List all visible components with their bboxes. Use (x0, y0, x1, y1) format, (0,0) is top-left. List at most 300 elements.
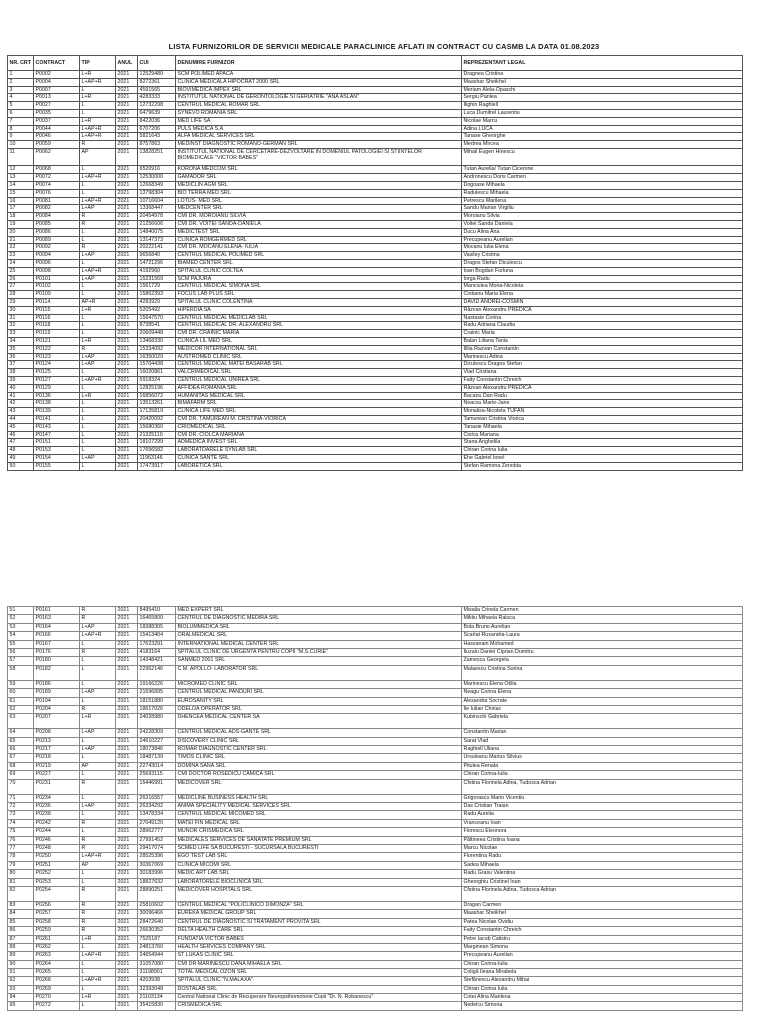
cell-nr: 76 (8, 836, 34, 844)
cell-reprezentant: Ducu Alina Ana (462, 228, 743, 236)
cell-cui: 15862393 (138, 291, 176, 299)
cell-anul: 2021 (116, 680, 138, 688)
cell-reprezentant: Dragnea Cristina (462, 71, 743, 79)
cell-cui: 24813760 (138, 943, 176, 951)
cell-contract: P0002 (34, 71, 80, 79)
cell-contract: P0194 (34, 697, 80, 705)
cell-cui: 14348421 (138, 657, 176, 665)
cell-nr: 66 (8, 746, 34, 754)
cell-nr: 34 (8, 338, 34, 346)
table-row (8, 977, 743, 985)
cell-tip: L (80, 462, 116, 470)
cell-contract: P0236 (34, 803, 80, 811)
cell-cui: 28890251 (138, 886, 176, 901)
cell-anul: 2021 (116, 447, 138, 455)
cell-tip: L (80, 384, 116, 392)
cell-contract: P0102 (34, 283, 80, 291)
cell-reprezentant: Tanase Gheorghe (462, 133, 743, 141)
cell-cui: 4183164 (138, 648, 176, 656)
cell-cui: 24228309 (138, 729, 176, 737)
cell-nr: 75 (8, 828, 34, 836)
cell-tip: L (80, 228, 116, 236)
cell-denumire: GAMADOR SRL (176, 174, 462, 182)
table-row (8, 174, 743, 182)
cell-anul: 2021 (116, 985, 138, 993)
cell-tip: L (80, 680, 116, 688)
cell-reprezentant: Dragan Carmen (462, 901, 743, 909)
table-row (8, 314, 743, 322)
table-row (8, 102, 743, 110)
table-row (8, 109, 743, 117)
cell-reprezentant: Răzvan Alexandru PREDICA (462, 384, 743, 392)
cell-nr: 64 (8, 729, 34, 737)
cell-nr: 56 (8, 648, 34, 656)
cell-contract: P0151 (34, 439, 80, 447)
table-row (8, 205, 743, 213)
cell-cui: 22962146 (138, 665, 176, 680)
cell-cui: 26316557 (138, 794, 176, 802)
cell-contract: P0076 (34, 189, 80, 197)
cell-cui: 18388305 (138, 623, 176, 631)
cell-cui: 28962777 (138, 828, 176, 836)
cell-contract: P0167 (34, 640, 80, 648)
cell-denumire: MICROMED CLINIC SRL (176, 680, 462, 688)
cell-tip: R (80, 345, 116, 353)
cell-contract: P0007 (34, 86, 80, 94)
cell-anul: 2021 (116, 943, 138, 951)
cell-reprezentant: Ililia Razvan Constantin (462, 345, 743, 353)
cell-denumire: EUREKA MEDICAL GROUP SRL (176, 910, 462, 918)
cell-contract: P0218 (34, 754, 80, 762)
cell-nr: 54 (8, 632, 34, 640)
cell-tip: L (80, 86, 116, 94)
cell-cui: 29417074 (138, 844, 176, 852)
table-row (8, 985, 743, 993)
cell-nr: 77 (8, 844, 34, 852)
cell-tip: L (80, 415, 116, 423)
cell-reprezentant: Dragos Stefan Diculescu (462, 260, 743, 268)
cell-denumire: CENTRUL MEDICAL UNIREA SRL (176, 376, 462, 384)
cell-tip: L+R (80, 117, 116, 125)
cell-anul: 2021 (116, 886, 138, 901)
cell-denumire: HIPERDIA SA (176, 306, 462, 314)
table-row (8, 910, 743, 918)
cell-contract: P0081 (34, 197, 80, 205)
cell-tip: L (80, 960, 116, 968)
table-row (8, 819, 743, 827)
cell-nr: 7 (8, 117, 34, 125)
cell-tip: L (80, 322, 116, 330)
cell-contract: P0213 (34, 737, 80, 745)
cell-tip: R (80, 886, 116, 901)
cell-contract: P0074 (34, 182, 80, 190)
cell-denumire: CLINICA MICOMI SRL (176, 861, 462, 869)
cell-anul: 2021 (116, 431, 138, 439)
cell-anul: 2021 (116, 729, 138, 737)
cell-anul: 2021 (116, 828, 138, 836)
cell-tip: L+AP+R (80, 853, 116, 861)
cell-cui: 21256606 (138, 221, 176, 229)
table-row (8, 615, 743, 623)
cell-anul: 2021 (116, 454, 138, 462)
table-row (8, 462, 743, 470)
cell-tip: R (80, 819, 116, 827)
cell-reprezentant: Petrescu Marilena (462, 197, 743, 205)
cell-tip: R (80, 779, 116, 794)
table-row (8, 762, 743, 770)
cell-cui: 30367069 (138, 861, 176, 869)
cell-nr: 92 (8, 977, 34, 985)
cell-tip: L (80, 102, 116, 110)
cell-tip: L+AP (80, 803, 116, 811)
cell-nr: 70 (8, 779, 34, 794)
cell-reprezentant: Iorga Radu (462, 275, 743, 283)
table-row (8, 322, 743, 330)
cell-contract: P0263 (34, 952, 80, 960)
cell-denumire: ROMAR DIAGNOSTIC CENTER SRL (176, 746, 462, 754)
cell-anul: 2021 (116, 369, 138, 377)
cell-cui: 31057080 (138, 960, 176, 968)
cell-nr: 52 (8, 615, 34, 623)
cell-cui: 20420092 (138, 415, 176, 423)
cell-nr: 21 (8, 236, 34, 244)
cell-contract: P0035 (34, 109, 80, 117)
cell-nr: 86 (8, 927, 34, 935)
cell-denumire: CENTRUL MEDICAL MATEI BASARAB SRL (176, 361, 462, 369)
table-row (8, 737, 743, 745)
cell-cui: 5821643 (138, 133, 176, 141)
cell-denumire: ANIMA SPECIALITY MEDICAL SERVICES SRL (176, 803, 462, 811)
table-row (8, 811, 743, 819)
cell-contract: P0231 (34, 779, 80, 794)
table-row (8, 918, 743, 926)
cell-tip: L+R (80, 714, 116, 729)
table-row (8, 400, 743, 408)
cell-denumire: C.M. APOLLO- LABORATOR SRL (176, 665, 462, 680)
cell-tip: L (80, 794, 116, 802)
cell-denumire: MEDICOVER SRL (176, 779, 462, 794)
cell-cui: 30183996 (138, 870, 176, 878)
cell-nr: 6 (8, 109, 34, 117)
cell-denumire: CENTRUL DE DIAGNOSTIC SI TRATAMENT PROVITA SRL (176, 918, 462, 926)
cell-contract: P0143 (34, 423, 80, 431)
cell-nr: 78 (8, 853, 34, 861)
cell-cui: 20222141 (138, 244, 176, 252)
table-row (8, 148, 743, 166)
cell-cui: 24610227 (138, 737, 176, 745)
cell-contract: P0204 (34, 705, 80, 713)
cell-nr: 41 (8, 392, 34, 400)
cell-tip: AP+R (80, 299, 116, 307)
cell-contract: P0217 (34, 746, 80, 754)
cell-contract: P0252 (34, 870, 80, 878)
cell-cui: 17135819 (138, 408, 176, 416)
cell-denumire: CENTRUL MEDICAL ROMAR SRL (176, 102, 462, 110)
cell-nr: 37 (8, 361, 34, 369)
table-row (8, 252, 743, 260)
cell-denumire: SYNEVO ROMANIA SRL (176, 109, 462, 117)
cell-reprezentant: Iluzalu Daniel Ciprian Dumitru (462, 648, 743, 656)
cell-anul: 2021 (116, 376, 138, 384)
cell-contract: P0092 (34, 244, 80, 252)
cell-cui: 7525187 (138, 935, 176, 943)
cell-denumire: MEDICLINE BUSINESS HEALTH SRL (176, 794, 462, 802)
cell-contract: P0037 (34, 117, 80, 125)
cell-reprezentant: Ciolca Mariana (462, 431, 743, 439)
table-row (8, 423, 743, 431)
cell-cui: 25810602 (138, 901, 176, 909)
table-row (8, 330, 743, 338)
table-row (8, 901, 743, 909)
cell-nr: 59 (8, 680, 34, 688)
table-row (8, 236, 743, 244)
cell-cui: 15446991 (138, 779, 176, 794)
cell-reprezentant: Faity Constantin Chreich (462, 927, 743, 935)
cell-reprezentant: Ilighin Raghlell (462, 102, 743, 110)
cell-tip: L+R (80, 935, 116, 943)
cell-anul: 2021 (116, 260, 138, 268)
cell-cui: 19166226 (138, 680, 176, 688)
cell-reprezentant: Andronescu Doris Carmen (462, 174, 743, 182)
table-row (8, 213, 743, 221)
cell-reprezentant: Faity Constantin Chreich (462, 376, 743, 384)
cell-cui: 18827632 (138, 878, 176, 886)
table-row (8, 431, 743, 439)
table-row (8, 86, 743, 94)
cell-nr: 28 (8, 291, 34, 299)
cell-nr: 48 (8, 447, 34, 455)
cell-nr: 8 (8, 125, 34, 133)
cell-denumire: EGO TEST LAB SRL (176, 853, 462, 861)
cell-anul: 2021 (116, 870, 138, 878)
cell-contract: P0046 (34, 133, 80, 141)
table-row (8, 794, 743, 802)
cell-reprezentant: Chiran Corina-Iulia (462, 960, 743, 968)
cell-tip: L+R (80, 392, 116, 400)
cell-contract: P0166 (34, 632, 80, 640)
cell-denumire: CMI DR MARINESCU DANA MIHAELA SRL (176, 960, 462, 968)
cell-anul: 2021 (116, 345, 138, 353)
cell-tip: L+R (80, 71, 116, 79)
cell-anul: 2021 (116, 648, 138, 656)
cell-reprezentant: Coligă Ileana Mirabela (462, 969, 743, 977)
cell-denumire: FOCUS LAB PLUS SRL (176, 291, 462, 299)
cell-reprezentant: Chiran Corina Iulia (462, 985, 743, 993)
table-row (8, 283, 743, 291)
cell-cui: 13828251 (138, 148, 176, 166)
cell-cui: 13147373 (138, 236, 176, 244)
cell-denumire: CMI DR. TĂMUREAN M. CRISTINA-VIORICA (176, 415, 462, 423)
cell-reprezentant: Bola Bruno Aurelian (462, 623, 743, 631)
cell-anul: 2021 (116, 836, 138, 844)
cell-denumire: CENTRUL MEDICAL MEDICLAB SRL (176, 314, 462, 322)
table-row (8, 415, 743, 423)
cell-cui: 16020861 (138, 369, 176, 377)
cell-contract: P0118 (34, 322, 80, 330)
cell-denumire: HEALTH SERVICES COMPANY SRL (176, 943, 462, 951)
cell-anul: 2021 (116, 878, 138, 886)
cell-anul: 2021 (116, 439, 138, 447)
cell-nr: 31 (8, 314, 34, 322)
header-nr: NR. CRT (8, 56, 34, 71)
cell-anul: 2021 (116, 665, 138, 680)
cell-reprezentant: Marginean Simona (462, 943, 743, 951)
cell-anul: 2021 (116, 330, 138, 338)
cell-anul: 2021 (116, 252, 138, 260)
cell-denumire: ORALMEDICAL SRL (176, 632, 462, 640)
cell-reprezentant: Gheorghiu Cristinel Ioan (462, 878, 743, 886)
cell-tip: L (80, 166, 116, 174)
cell-tip: L (80, 1002, 116, 1010)
cell-nr: 89 (8, 952, 34, 960)
header-reprezentant: REPREZENTANT LEGAL (462, 56, 743, 71)
table-row (8, 447, 743, 455)
cell-reprezentant: Nicolae Marcu (462, 117, 743, 125)
cell-denumire: DOMINA SANA SRL (176, 762, 462, 770)
table-row (8, 771, 743, 779)
cell-anul: 2021 (116, 182, 138, 190)
cell-denumire: TOTAL MEDICAL OZON SRL (176, 969, 462, 977)
cell-tip: L (80, 811, 116, 819)
cell-denumire: MEDICOVER HOSPITALS SRL (176, 886, 462, 901)
cell-denumire: CENTRUL MEDICAL "POLICLINICO DIMONZA" SRL (176, 901, 462, 909)
table-row (8, 454, 743, 462)
cell-nr: 74 (8, 819, 34, 827)
cell-reprezentant: Neagu Corina Elena (462, 689, 743, 697)
table-row (8, 927, 743, 935)
cell-tip: L+AP+R (80, 376, 116, 384)
cell-anul: 2021 (116, 811, 138, 819)
cell-denumire: CMI DR. MOCANU ELENA- IULIA (176, 244, 462, 252)
cell-tip: L (80, 189, 116, 197)
table-row (8, 361, 743, 369)
cell-tip: L (80, 439, 116, 447)
cell-cui: 15680360 (138, 423, 176, 431)
cell-tip: L+AP (80, 729, 116, 737)
cell-tip: R (80, 901, 116, 909)
cell-anul: 2021 (116, 714, 138, 729)
cell-cui: 5205492 (138, 306, 176, 314)
table-row (8, 665, 743, 680)
cell-cui: 11963146 (138, 454, 176, 462)
cell-denumire: CRIOMEDICAL SRL (176, 423, 462, 431)
cell-tip: L (80, 754, 116, 762)
cell-reprezentant: Marinescu Elena Otilia (462, 680, 743, 688)
cell-denumire: DISCOVERY CLINIC SRL (176, 737, 462, 745)
table-row (8, 376, 743, 384)
cell-anul: 2021 (116, 213, 138, 221)
cell-anul: 2021 (116, 133, 138, 141)
cell-nr: 91 (8, 969, 34, 977)
cell-reprezentant: Nastasie Corina (462, 314, 743, 322)
cell-denumire: EUROSANITY SRL (176, 697, 462, 705)
table-row (8, 648, 743, 656)
cell-cui: 24028980 (138, 714, 176, 729)
cell-nr: 68 (8, 762, 34, 770)
cell-tip: AP (80, 148, 116, 166)
cell-anul: 2021 (116, 771, 138, 779)
cell-cui: 8422036 (138, 117, 176, 125)
table-row (8, 607, 743, 615)
cell-cui: 21103134 (138, 994, 176, 1002)
cell-nr: 26 (8, 275, 34, 283)
table-row (8, 71, 743, 79)
cell-reprezentant: Marcu Nicolae (462, 844, 743, 852)
cell-reprezentant: Precupeanu Aurelian (462, 952, 743, 960)
cell-nr: 63 (8, 714, 34, 729)
table-row (8, 267, 743, 275)
cell-reprezentant: Mihail Eugen Hinescu (462, 148, 743, 166)
table-header-row (8, 56, 743, 71)
table-row (8, 197, 743, 205)
cell-contract: P0189 (34, 689, 80, 697)
table-row (8, 705, 743, 713)
cell-nr: 71 (8, 794, 34, 802)
cell-anul: 2021 (116, 819, 138, 827)
table-row (8, 623, 743, 631)
cell-denumire: CENTRUL MEDICAL ADS-GANTE SRL (176, 729, 462, 737)
table-row (8, 870, 743, 878)
cell-tip: L (80, 697, 116, 705)
cell-cui: 22743014 (138, 762, 176, 770)
cell-nr: 72 (8, 803, 34, 811)
cell-cui: 17623291 (138, 640, 176, 648)
cell-denumire: SANMED 2001 SRL (176, 657, 462, 665)
cell-cui: 13513261 (138, 400, 176, 408)
cell-cui: 15704438 (138, 361, 176, 369)
cell-tip: L+AP+R (80, 952, 116, 960)
cell-tip: R (80, 221, 116, 229)
cell-contract: P0147 (34, 431, 80, 439)
cell-tip: L+AP (80, 689, 116, 697)
cell-contract: P0256 (34, 901, 80, 909)
cell-tip: L (80, 943, 116, 951)
cell-cui: 8272361 (138, 78, 176, 86)
cell-nr: 57 (8, 657, 34, 665)
cell-nr: 85 (8, 918, 34, 926)
cell-tip: R (80, 918, 116, 926)
cell-contract: P0262 (34, 943, 80, 951)
cell-tip: L+R (80, 994, 116, 1002)
cell-nr: 60 (8, 689, 34, 697)
table-row (8, 943, 743, 951)
cell-anul: 2021 (116, 910, 138, 918)
cell-cui: 18151880 (138, 697, 176, 705)
cell-reprezentant: Balan Liliana Tania (462, 338, 743, 346)
cell-nr: 27 (8, 283, 34, 291)
table-row (8, 960, 743, 968)
cell-cui: 12825196 (138, 384, 176, 392)
cell-reprezentant: Marinescu Adina (462, 353, 743, 361)
cell-denumire: CENTRUL MEDICAL SIMONA SRL (176, 283, 462, 291)
cell-cui: 12668349 (138, 182, 176, 190)
cell-tip: L+AP (80, 361, 116, 369)
table-row (8, 729, 743, 737)
table-row (8, 439, 743, 447)
cell-denumire: LABORATORELE BIOCLINICA SRL (176, 878, 462, 886)
cell-tip: L (80, 369, 116, 377)
cell-contract: P0044 (34, 125, 80, 133)
table-row (8, 117, 743, 125)
cell-reprezentant: Cfstina Florinela Adina, Tudosca Adrian (462, 886, 743, 901)
cell-reprezentant: Voitei Sanda Daniela (462, 221, 743, 229)
cell-nr: 33 (8, 330, 34, 338)
cell-reprezentant: Monalisa-Nicoleta TUFAN (462, 408, 743, 416)
cell-reprezentant: Luca Dumitrel Laurentiu (462, 109, 743, 117)
table-row (8, 392, 743, 400)
cell-contract: P0253 (34, 878, 80, 886)
cell-cui: 26334292 (138, 803, 176, 811)
